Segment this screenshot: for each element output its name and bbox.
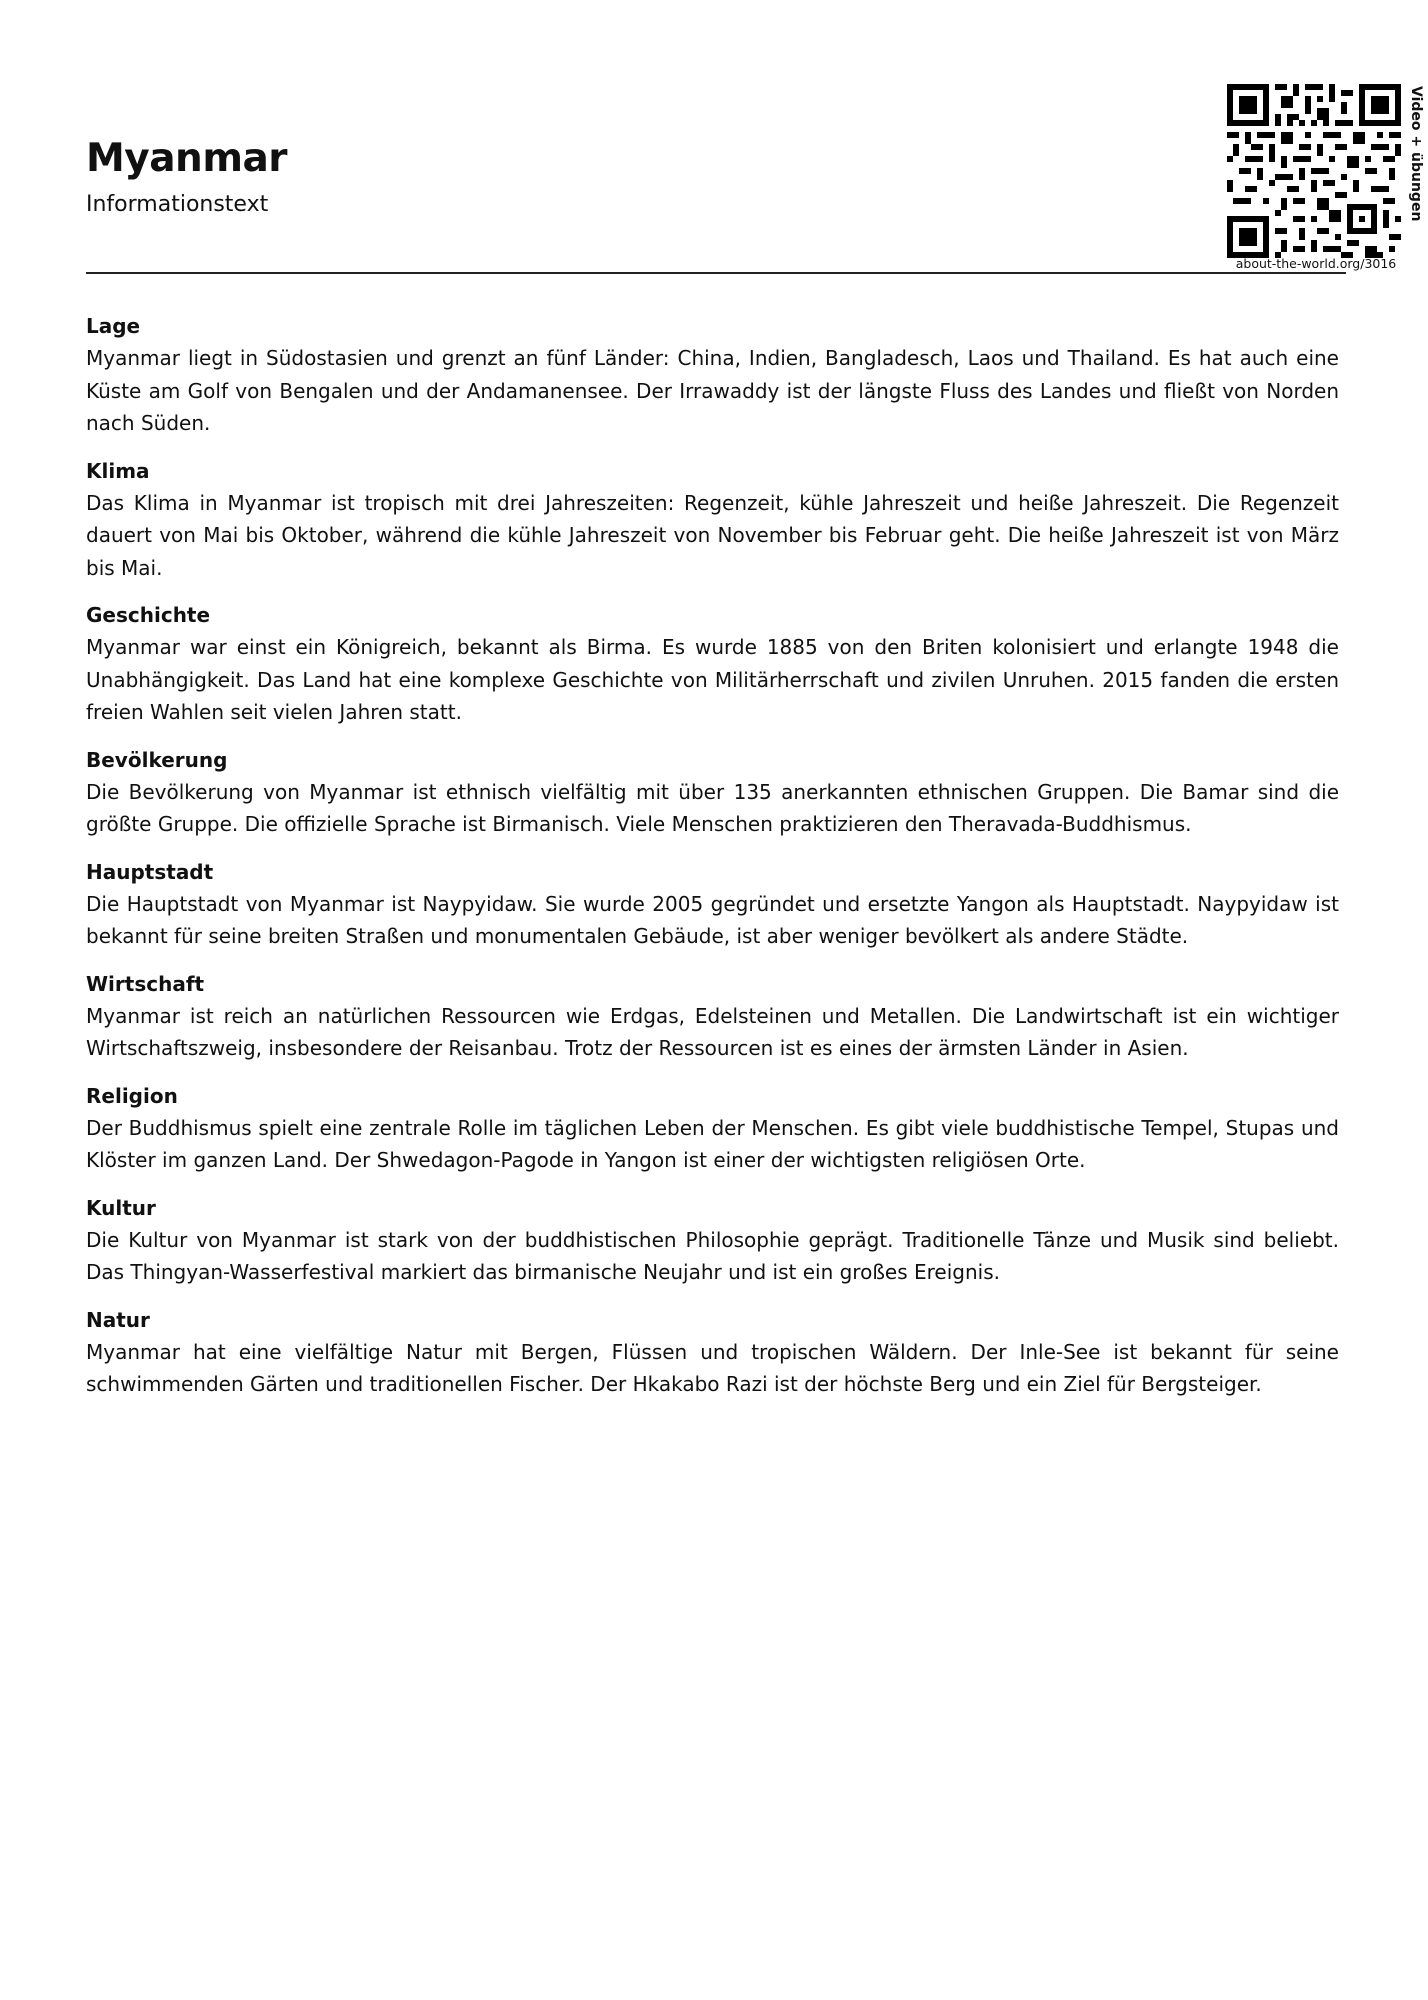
section-text: Myanmar liegt in Südostasien und grenzt an fünf Länder: China, Indien, Bangladesch, Laos und Thailand. Es hat auch eine Küste am Golf von Bengalen und der Andamanensee. Der Irrawaddy ist der längste Fluss des Landes und fließt von Norden nach Süden. [86, 346, 1339, 435]
section-text: Die Kultur von Myanmar ist stark von der buddhistischen Philosophie geprägt. Traditionelle Tänze und Musik sind beliebt. Das Thingyan-Wasserfestival markiert das birmanische Neujahr und ist ein großes Ereignis. [86, 1227, 1339, 1284]
main-content [86, 311, 1339, 1417]
section-text: Die Hauptstadt von Myanmar ist Naypyidaw. Sie wurde 2005 gegründet und ersetzte Yangon als Hauptstadt. Naypyidaw ist bekannt für seine breiten Straßen und monumentalen Gebäude, ist aber weniger bevölkert als andere Städte. [86, 891, 1339, 948]
page-title: Myanmar [86, 136, 288, 181]
section-heading: Bevölkerung [86, 747, 228, 772]
section-bevoelkerung [86, 745, 1339, 841]
qr-code-block[interactable] [1139, 78, 1424, 273]
header-divider [86, 272, 1346, 274]
section-heading: Wirtschaft [86, 971, 205, 996]
qr-url-link[interactable]: about-the-world.org/3016 [1235, 256, 1397, 271]
section-heading: Geschichte [86, 603, 211, 627]
section-wirtschaft [86, 969, 1339, 1065]
section-lage [86, 311, 1339, 440]
section-text: Die Bevölkerung von Myanmar ist ethnisch vielfältig mit über 135 anerkannten ethnischen Gruppen. Die Bamar sind die größte Gruppe. Die offizielle Sprache ist Birmanisch. Viele Menschen praktizieren den Theravada-Buddhismus. [86, 779, 1339, 836]
qr-code-icon[interactable] [1227, 84, 1401, 258]
page-subtitle: Informationstext [86, 192, 269, 217]
section-text: Das Klima in Myanmar ist tropisch mit drei Jahreszeiten: Regenzeit, kühle Jahreszeit und heiße Jahreszeit. Die Regenzeit dauert von Mai bis Oktober, während die kühle Jahreszeit von November bis Februar geht. Die heiße Jahreszeit ist von März bis Mai. [86, 490, 1339, 580]
section-klima [86, 456, 1339, 585]
section-hauptstadt [86, 857, 1339, 953]
section-kultur [86, 1193, 1339, 1289]
section-heading: Religion [86, 1083, 178, 1108]
section-heading: Klima [86, 458, 150, 483]
section-heading: Lage [86, 314, 141, 338]
section-religion [86, 1081, 1339, 1177]
section-text: Der Buddhismus spielt eine zentrale Rolle im täglichen Leben der Menschen. Es gibt viele buddhistische Tempel, Stupas und Klöster im ganzen Land. Der Shwedagon-Pagode in Yangon ist einer der wichtigsten religiösen Orte. [86, 1115, 1339, 1172]
qr-video-exercises-label: Video + übungen [1408, 86, 1424, 222]
page-header [86, 0, 1424, 276]
section-heading: Hauptstadt [86, 859, 214, 884]
section-text: Myanmar war einst ein Königreich, bekannt als Birma. Es wurde 1885 von den Briten kolonisiert und erlangte 1948 die Unabhängigkeit. Das Land hat eine komplexe Geschichte von Militärherrschaft und zivilen Unruhen. 2015 fanden die ersten freien Wahlen seit vielen Jahren statt. [86, 635, 1339, 724]
section-heading: Natur [86, 1307, 150, 1332]
section-heading: Kultur [86, 1195, 156, 1220]
section-text: Myanmar hat eine vielfältige Natur mit Bergen, Flüssen und tropischen Wäldern. Der Inle-See ist bekannt für seine schwimmenden Gärten und traditionellen Fischer. Der Hkakabo Razi ist der höchste Berg und ein Ziel für Bergsteiger. [86, 1339, 1339, 1396]
section-text: Myanmar ist reich an natürlichen Ressourcen wie Erdgas, Edelsteinen und Metallen. Die Landwirtschaft ist ein wichtiger Wirtschaftszweig, insbesondere der Reisanbau. Trotz der Ressourcen ist es eines der ärmsten Länder in Asien. [86, 1003, 1339, 1060]
section-natur [86, 1305, 1339, 1401]
section-geschichte [86, 600, 1339, 729]
